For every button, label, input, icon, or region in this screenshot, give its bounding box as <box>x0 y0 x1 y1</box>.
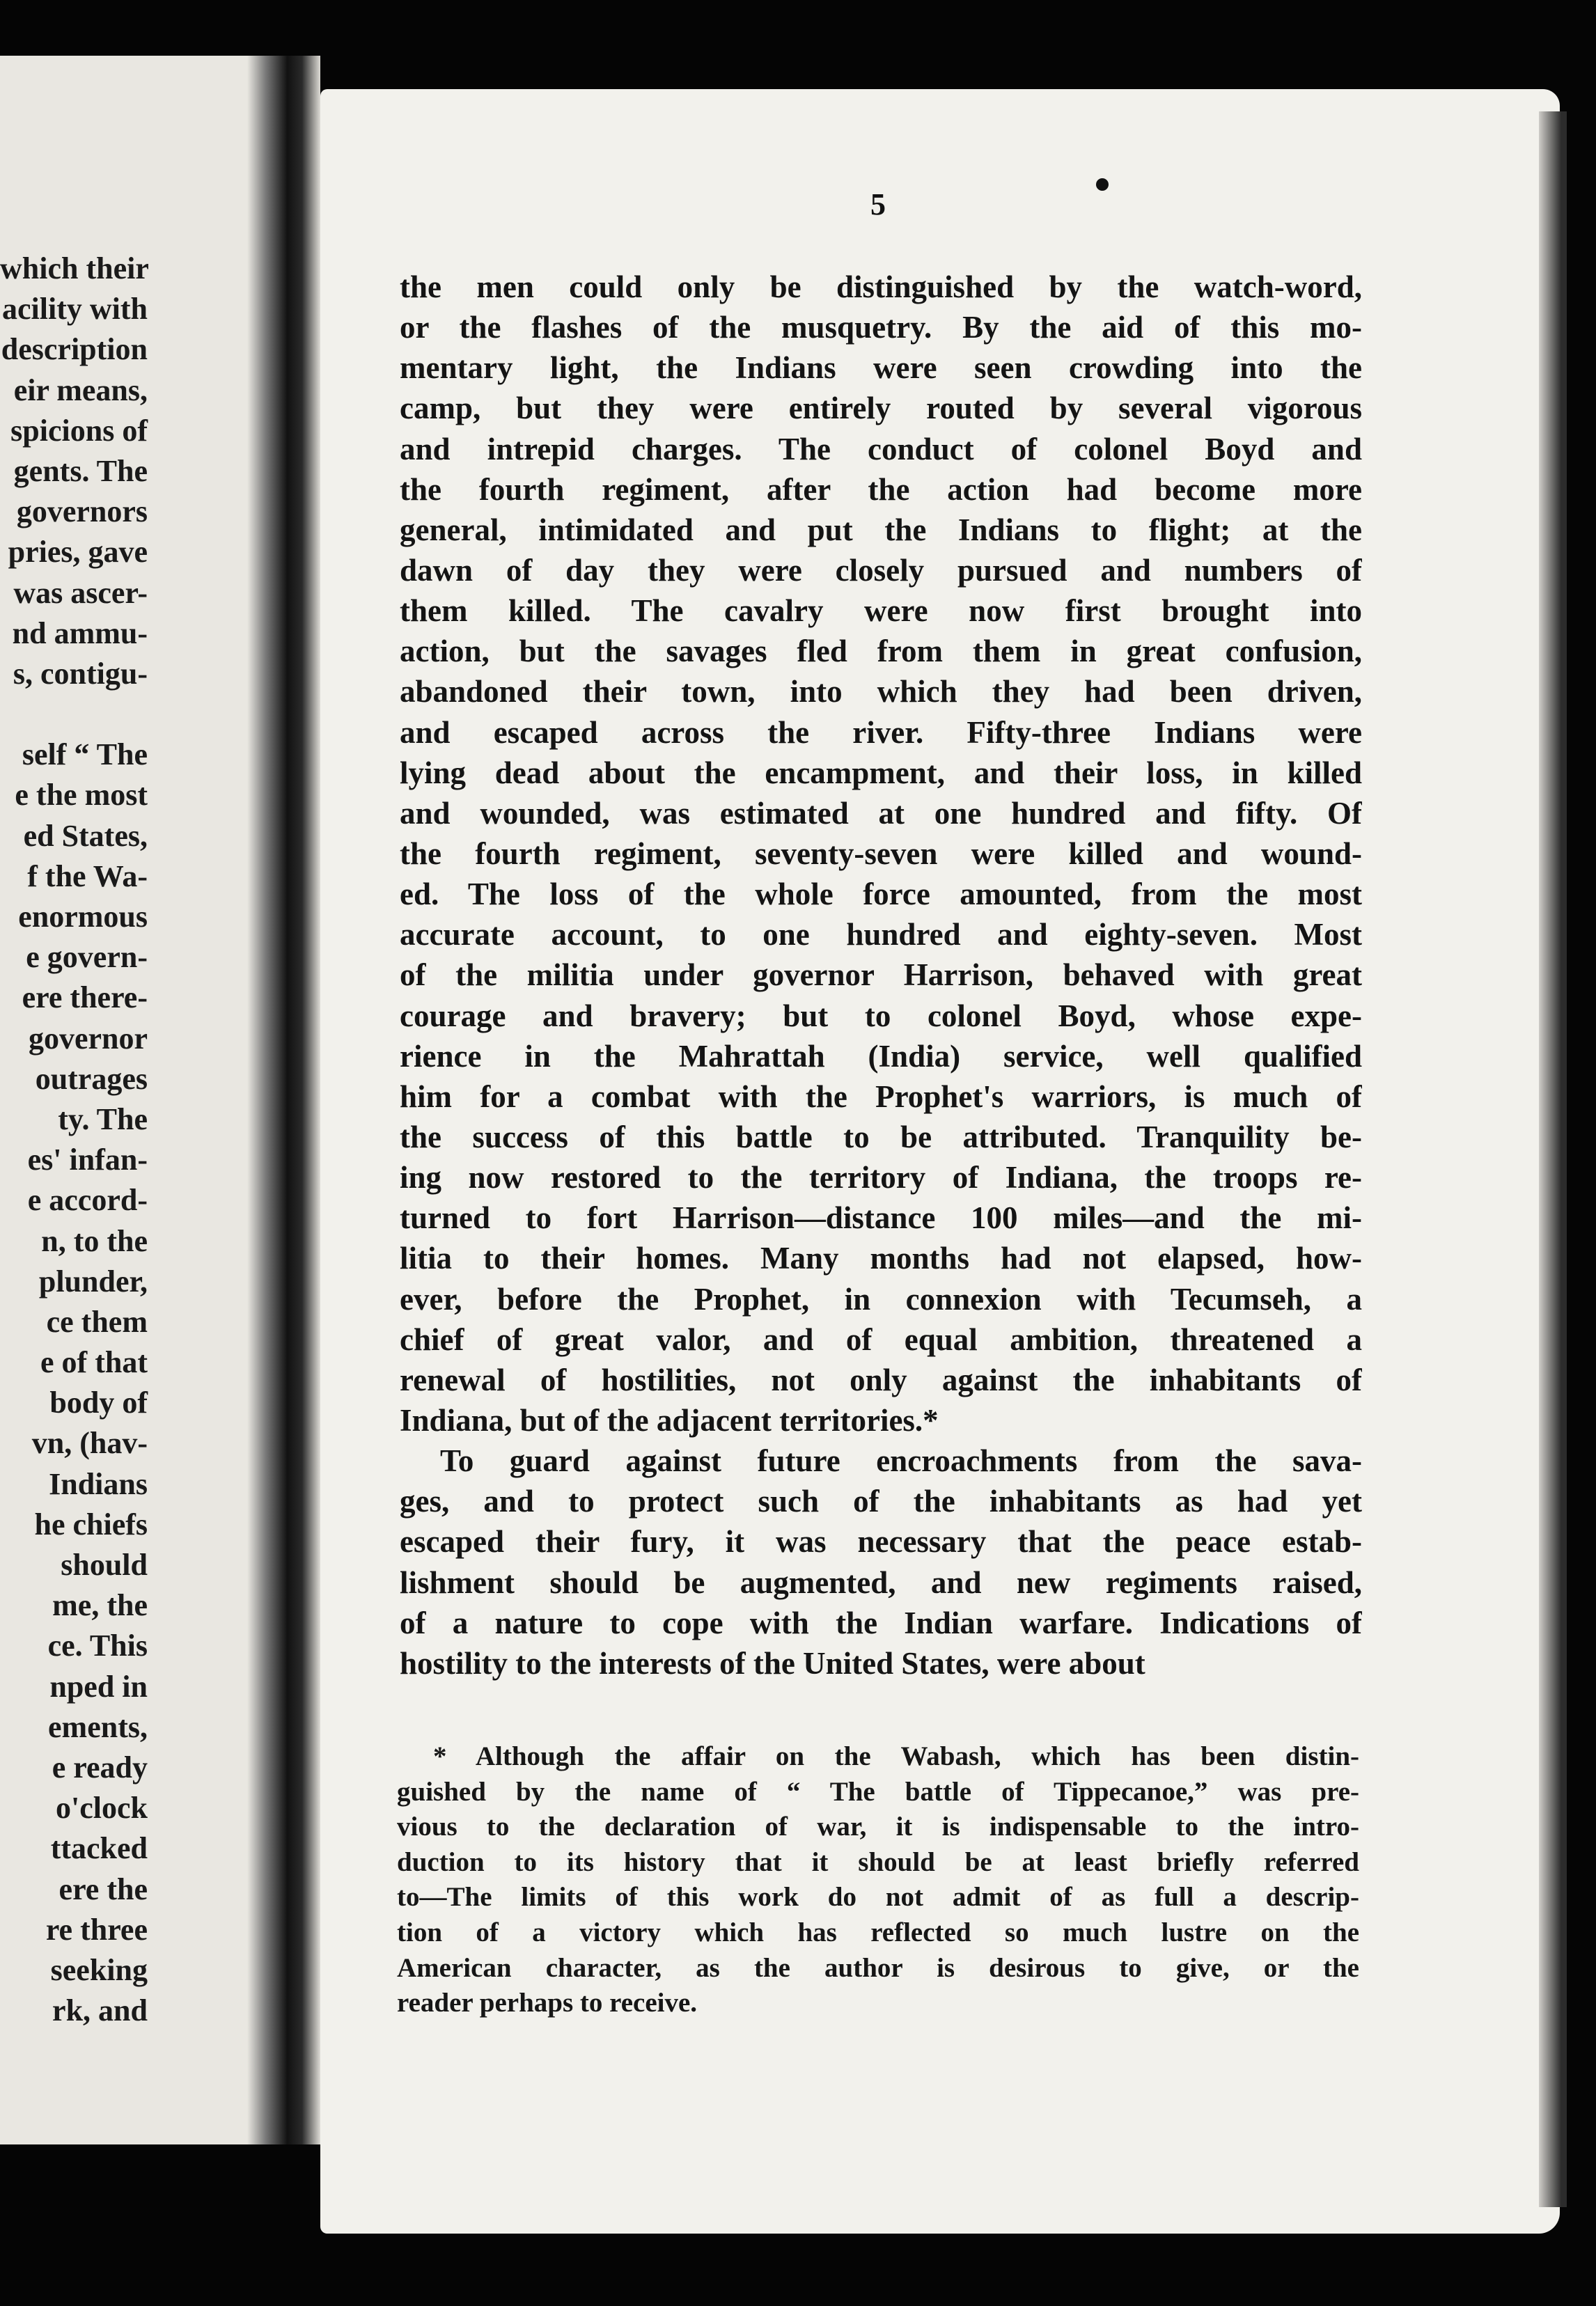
left-text-line: e ready <box>52 1750 148 1785</box>
left-text-line: he chiefs <box>34 1507 148 1542</box>
left-text-line: rk, and <box>52 1993 148 2028</box>
body-text-line: lishment should be augmented, and new regiments raised, <box>400 1564 1362 1600</box>
body-text-line: escaped their fury, it was necessary that the peace estab- <box>400 1524 1362 1560</box>
footnote-line: * Although the affair on the Wabash, which has been distin- <box>433 1741 1359 1771</box>
left-text-line: description <box>1 332 148 367</box>
left-text-line: re three <box>45 1912 148 1947</box>
left-text-line: governor <box>28 1021 148 1056</box>
footnote-line: reader perhaps to receive. <box>397 1988 698 2018</box>
footnote-line: duction to its history that it should be at least briefly referred <box>397 1846 1359 1877</box>
left-text-line: ty. The <box>58 1101 148 1136</box>
body-text-line: the success of this battle to be attributed. Tranquility be- <box>400 1119 1362 1154</box>
body-text-line: ed. The loss of the whole force amounted, from the most <box>400 877 1362 912</box>
left-text-line: ttacked <box>50 1831 148 1866</box>
left-text-line: outrages <box>35 1061 148 1096</box>
body-text-line: him for a combat with the Prophet's warriors, is much of <box>400 1079 1362 1114</box>
footnote-line: to—The limits of this work do not admit of as full a descrip- <box>397 1882 1359 1913</box>
body-text-line: the fourth regiment, after the action had become more <box>400 471 1362 507</box>
left-text-line: nped in <box>49 1669 148 1704</box>
left-text-line: ements, <box>48 1709 148 1744</box>
left-text-line: body of <box>49 1386 148 1420</box>
left-text-line: should <box>61 1548 148 1582</box>
body-text-line: ing now restored to the territory of Indiana, the troops re- <box>400 1160 1362 1195</box>
left-text-line: o'clock <box>56 1791 148 1826</box>
body-text-line: the men could only be distinguished by the watch-word, <box>400 269 1362 304</box>
left-page <box>0 56 279 2144</box>
left-text-line: me, the <box>52 1588 148 1623</box>
body-text-line: and escaped across the river. Fifty-three Indians were <box>400 714 1362 750</box>
book-gutter <box>247 56 320 2144</box>
body-text-line: mentary light, the Indians were seen crowding into the <box>400 350 1362 386</box>
left-text-line: e of that <box>40 1345 148 1380</box>
left-text-line: which their <box>0 251 149 285</box>
body-text-line: of the militia under governor Harrison, behaved with great <box>400 957 1362 993</box>
body-text-line: general, intimidated and put the Indians to flight; at the <box>400 512 1362 547</box>
left-text-line: plunder, <box>38 1264 148 1299</box>
body-text-line: action, but the savages fled from them in great confusion, <box>400 634 1362 669</box>
left-text-line <box>0 696 279 737</box>
left-text-line: ce them <box>46 1304 148 1339</box>
left-text-line: s, contigu- <box>13 656 148 691</box>
footnote-line: American character, as the author is desirous to give, or the <box>397 1952 1359 1983</box>
left-text-line: pries, gave <box>8 535 148 570</box>
body-text-line: To guard against future encroachments from the sava- <box>440 1443 1362 1479</box>
left-text-line: ce. This <box>47 1629 148 1663</box>
body-text-line: rience in the Mahrattah (India) service, well qualified <box>400 1038 1362 1074</box>
footnote-line: vious to the declaration of war, it is indispensable to the intro- <box>397 1812 1359 1842</box>
left-text-line: gents. The <box>13 453 148 488</box>
left-text-line: e govern- <box>26 940 148 975</box>
body-text-line: or the flashes of the musquetry. By the aid of this mo- <box>400 310 1362 345</box>
left-text-line: vn, (hav- <box>31 1426 148 1461</box>
body-text-line: ges, and to protect such of the inhabitants as had yet <box>400 1484 1362 1519</box>
ink-speck <box>1096 178 1109 191</box>
body-text-line: litia to their homes. Many months had not elapsed, how- <box>400 1241 1362 1276</box>
body-text-line: the fourth regiment, seventy-seven were killed and wound- <box>400 836 1362 871</box>
left-page-text <box>0 251 279 2033</box>
body-text-line: lying dead about the encampment, and their loss, in killed <box>400 755 1362 790</box>
left-text-line: spicions of <box>10 413 148 448</box>
left-text-line: governors <box>16 494 148 529</box>
body-text-line: renewal of hostilities, not only against the inhabitants of <box>400 1362 1362 1397</box>
footnote-line: tion of a victory which has reflected so much lustre on the <box>397 1917 1359 1947</box>
footnote-line: guished by the name of “ The battle of Tippecanoe,” was pre- <box>397 1776 1359 1807</box>
left-text-line: e accord- <box>27 1183 148 1218</box>
left-text-line: es' infan- <box>27 1143 148 1177</box>
left-text-line: f the Wa- <box>27 858 148 893</box>
left-text-line: ere there- <box>22 980 148 1015</box>
body-text-line: of a nature to cope with the Indian warfare. Indications of <box>400 1605 1362 1640</box>
footnote <box>397 1741 1359 2023</box>
left-text-line: nd ammu- <box>12 615 148 650</box>
body-text-line: chief of great valor, and of equal ambition, threatened a <box>400 1321 1362 1357</box>
left-text-line: ere the <box>58 1872 148 1906</box>
body-text-line: accurate account, to one hundred and eighty-seven. Most <box>400 917 1362 952</box>
page-edge-shadow <box>1539 111 1567 2207</box>
body-text-line: ever, before the Prophet, in connexion with Tecumseh, a <box>400 1281 1362 1317</box>
left-text-line: n, to the <box>41 1223 148 1258</box>
left-text-line: ed States, <box>23 818 148 853</box>
body-text-line: and wounded, was estimated at one hundred and fifty. Of <box>400 795 1362 831</box>
body-text-line: camp, but they were entirely routed by several vigorous <box>400 391 1362 426</box>
left-text-line: self “ The <box>22 737 148 772</box>
left-text-line: seeking <box>50 1952 148 1987</box>
left-text-line: eir means, <box>13 372 148 407</box>
left-text-line: e the most <box>15 778 148 813</box>
body-text-line: them killed. The cavalry were now first brought into <box>400 593 1362 629</box>
body-text-line: hostility to the interests of the United States, were about <box>400 1645 1145 1681</box>
body-text-line: courage and bravery; but to colonel Boyd, whose expe- <box>400 998 1362 1033</box>
body-text-line: Indiana, but of the adjacent territories.* <box>400 1402 939 1438</box>
body-text-line: dawn of day they were closely pursued and numbers of <box>400 552 1362 588</box>
page-number: 5 <box>870 187 886 221</box>
left-text-line: enormous <box>18 900 148 934</box>
left-text-line: acility with <box>2 292 148 327</box>
body-text-line: turned to fort Harrison—distance 100 miles—and the mi- <box>400 1200 1362 1236</box>
left-text-line: Indians <box>49 1466 148 1501</box>
body-text <box>400 269 1362 1686</box>
body-text-line: and intrepid charges. The conduct of colonel Boyd and <box>400 431 1362 466</box>
left-text-line: was ascer- <box>13 575 148 610</box>
body-text-line: abandoned their town, into which they had been driven, <box>400 674 1362 709</box>
